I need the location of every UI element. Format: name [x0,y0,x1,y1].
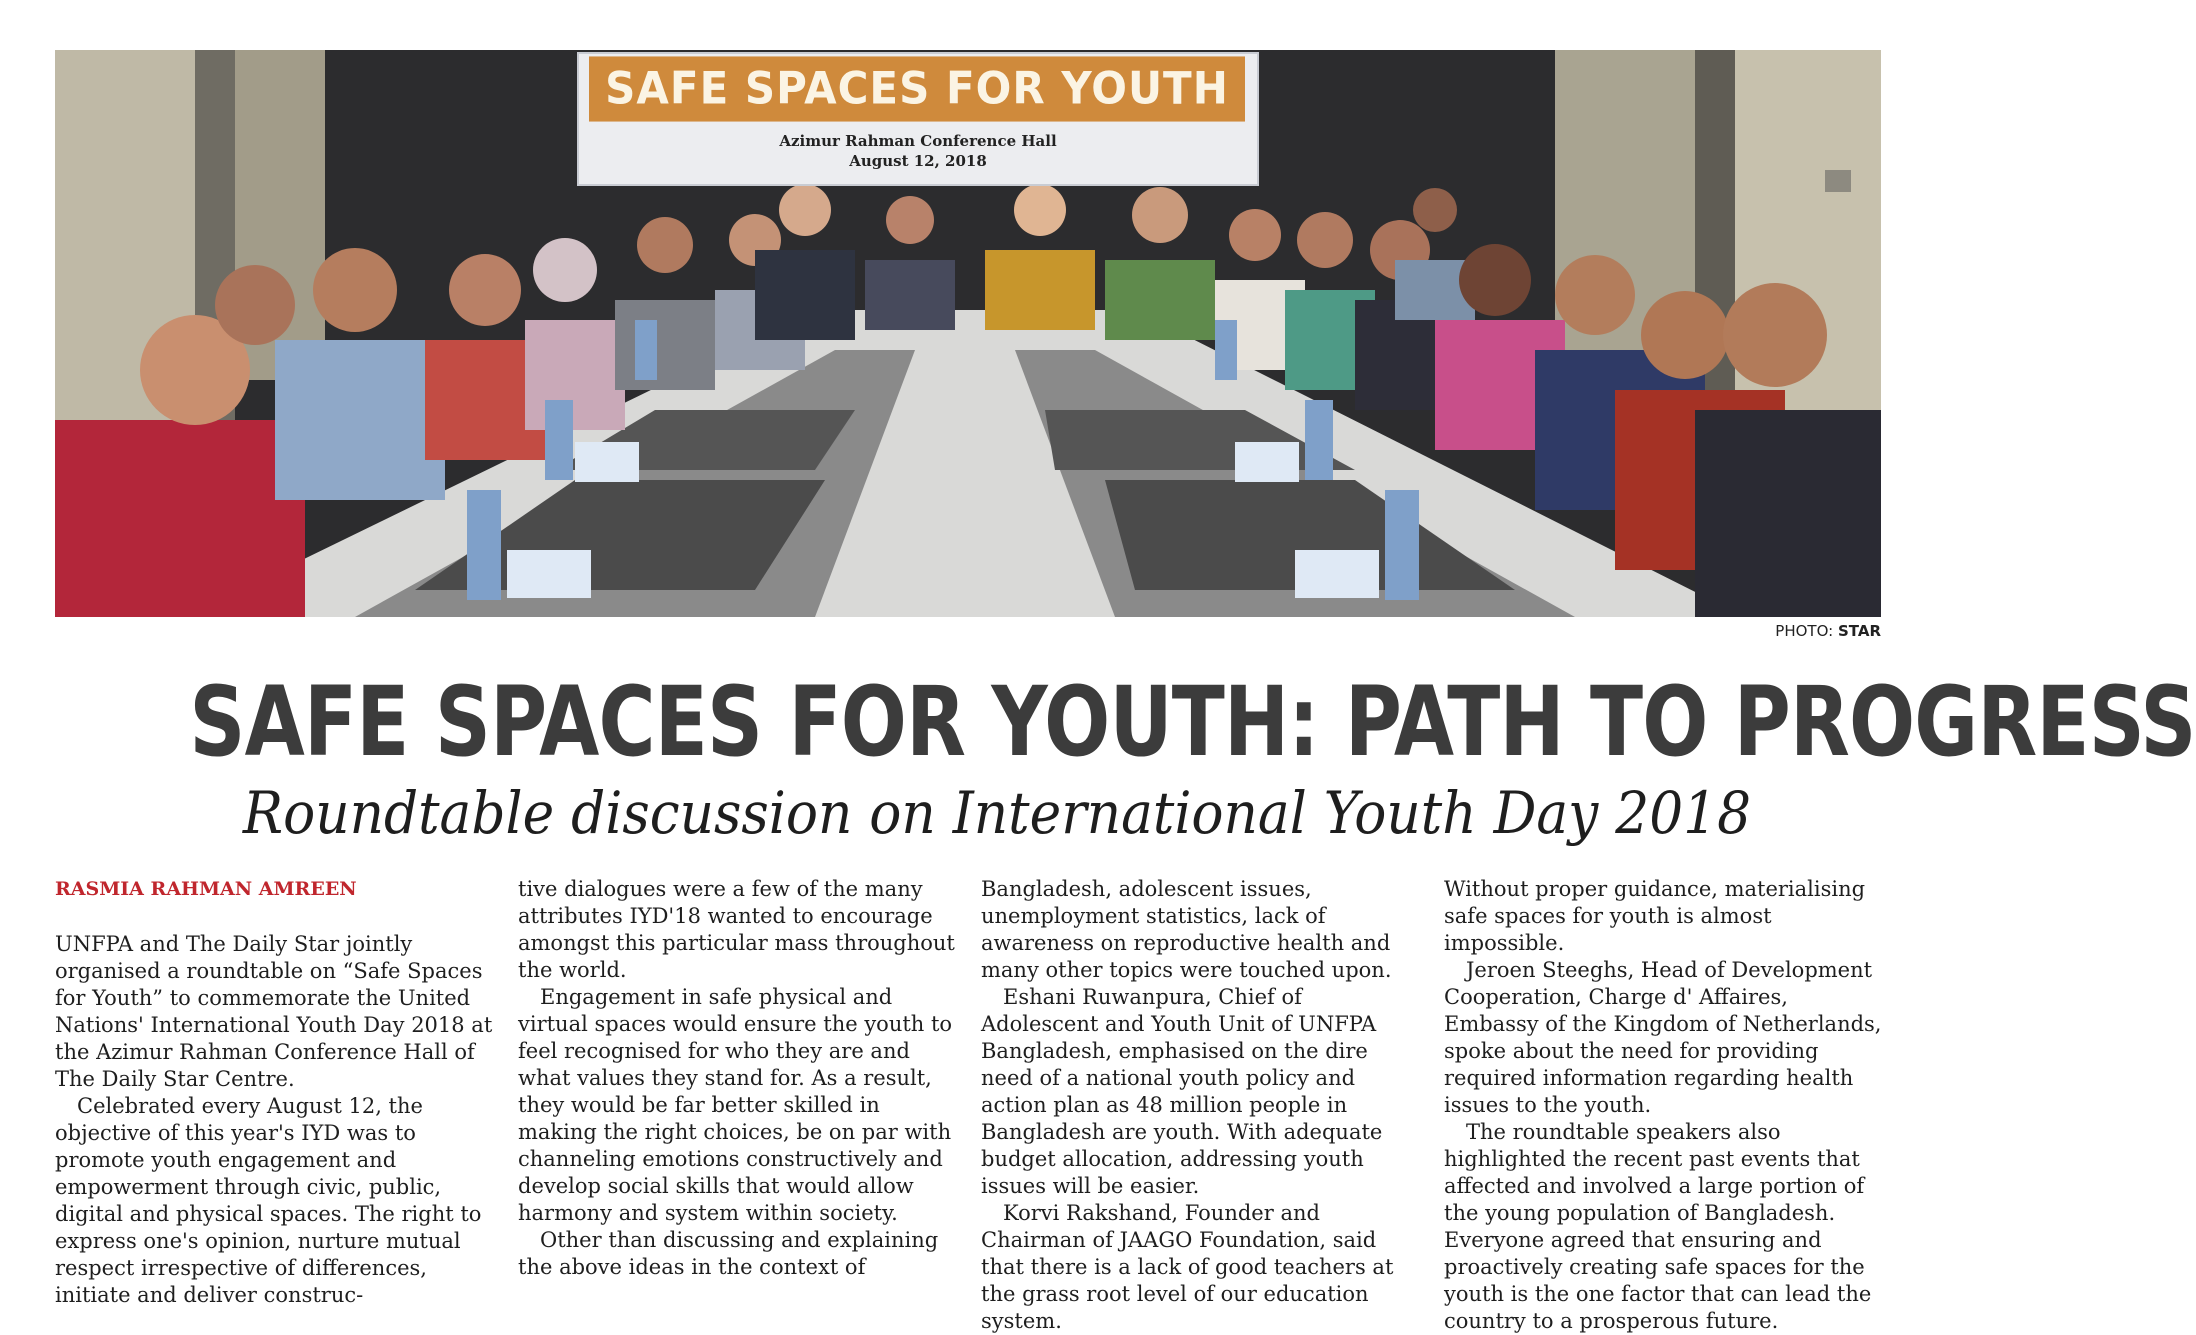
article-column-3 [981,876,1421,1335]
banner-title: SAFE SPACES FOR YOUTH [589,56,1245,121]
paragraph: Jeroen Steeghs, Head of Development Cooperation, Charge d' Affaires, Embassy of the Kingdom of Netherlands, spoke about the need for providing required information regarding health issues to the youth. [1444,958,1882,1117]
photo-credit-label: PHOTO: [1775,622,1834,640]
headline: SAFE SPACES FOR YOUTH: PATH TO PROGRESS [189,666,2196,778]
photo-credit-source: STAR [1837,622,1881,640]
paragraph: UNFPA and The Daily Star jointly organised a roundtable on “Safe Spaces for Youth” to commemorate the United Nations' International Youth Day 2018 at the Azimur Rahman Conference Hall of The Daily Star Centre. [55,932,493,1091]
byline: RASMIA RAHMAN AMREEN [55,878,357,900]
photo-credit [1775,622,1881,640]
banner-venue: Azimur Rahman Conference Hall [779,132,1057,150]
article-column-2 [518,876,958,1281]
paragraph: tive dialogues were a few of the many attributes IYD'18 wanted to encourage amongst this particular mass throughout the world. [518,877,955,982]
article-column-1 [55,876,495,1309]
article-photo [55,50,1881,617]
paragraph: Bangladesh, adolescent issues, unemployment statistics, lack of awareness on reproductive health and many other topics were touched upon. [981,877,1392,982]
banner-date: August 12, 2018 [849,152,987,170]
paragraph: Eshani Ruwanpura, Chief of Adolescent and Youth Unit of UNFPA Bangladesh, emphasised on the dire need of a national youth policy and action plan as 48 million people in Bangladesh are youth. With adequate budget allocation, addressing youth issues will be easier. [981,985,1383,1198]
paragraph: Other than discussing and explaining the above ideas in the context of [518,1228,939,1279]
paragraph: Korvi Rakshand, Founder and Chairman of JAAGO Foundation, said that there is a lack of good teachers at the grass root level of our education system. [981,1201,1394,1333]
subheadline: Roundtable discussion on International Youth Day 2018 [242,779,1752,847]
paragraph: Engagement in safe physical and virtual spaces would ensure the youth to feel recognised for who they are and what values they stand for. As a result, they would be far better skilled in making the right choices, be on par with channeling emotions constructively and develop social skills that would allow harmony and system within society. [518,985,953,1225]
event-banner [577,52,1259,186]
paragraph: The roundtable speakers also highlighted the recent past events that affected and involved a large portion of the young population of Bangladesh. Everyone agreed that ensuring and proactively creating safe spaces for the youth is the one factor that can lead the country to a prosperous future. [1444,1120,1872,1333]
article-column-4 [1444,876,1884,1335]
paragraph: Without proper guidance, materialising safe spaces for youth is almost impossible. [1444,877,1866,955]
paragraph: Celebrated every August 12, the objective of this year's IYD was to promote youth engagement and empowerment through civic, public, digital and physical spaces. The right to express one's opinion, nurture mutual respect irrespective of differences, initiate and deliver construc- [55,1094,482,1307]
